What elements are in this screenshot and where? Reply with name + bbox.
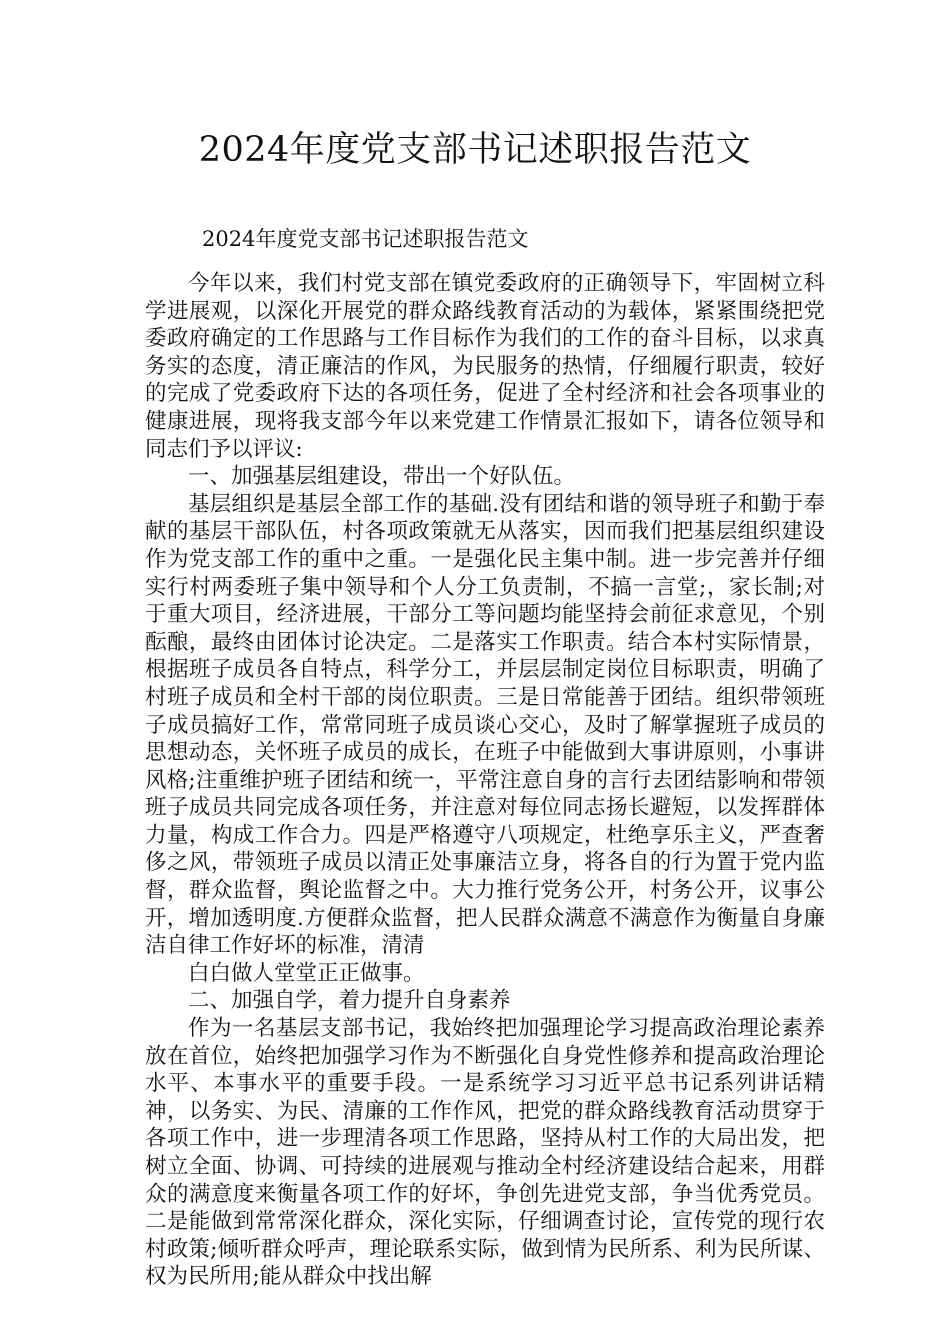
paragraph-section-2: 作为一名基层支部书记，我始终把加强理论学习提高政治理论素养放在首位，始终把加强学习作为不断强化自身党性修养和提高政治理论水平、本事水平的重要手段。一是系统学习习近平总书记系列讲话精神，以务实、为民、清廉的工作作风，把党的群众路线教育活动贯穿于各项工作中，进一步理清各项工作思路，坚持从村工作的大局出发，把树立全面、协调、可持续的进展观与推动全村经济建设结合起来，用群众的满意度来衡量各项工作的好坏，争创先进党支部，争当优秀党员。二是能做到常常深化群众，深化实际，仔细调查讨论，宣传党的现行农村政策;倾听群众呼声，理论联系实际，做到情为民所系、利为民所谋、权为民所用;能从群众中找出解 (145, 1016, 825, 1290)
document-title: 2024年度党支部书记述职报告范文 (198, 130, 752, 170)
document-body (145, 270, 825, 1291)
paragraph-section-1: 基层组织是基层全部工作的基础.没有团结和谐的领导班子和勤于奉献的基层干部队伍，村各项政策就无从落实，因而我们把基层组织建设作为党支部工作的重中之重。一是强化民主集中制。进一步完善并仔细实行村两委班子集中领导和个人分工负责制，不搞一言堂;，家长制;对于重大项目，经济进展，干部分工等问题均能坚持会前征求意见，个别酝酿，最终由团体讨论决定。二是落实工作职责。结合本村实际情景，根据班子成员各自特点，科学分工，并层层制定岗位目标职责，明确了村班子成员和全村干部的岗位职责。三是日常能善于团结。组织带领班子成员搞好工作，常常同班子成员谈心交心，及时了解掌握班子成员的思想动态，关怀班子成员的成长，在班子中能做到大事讲原则，小事讲风格;注重维护班子团结和统一，平常注意自身的言行去团结影响和带领班子成员共同完成各项任务，并注意对每位同志扬长避短，以发挥群体力量，构成工作合力。四是严格遵守八项规定，杜绝享乐主义，严查奢侈之风，带领班子成员以清正处事廉洁立身，将各自的行为置于党内监督，群众监督，舆论监督之中。大力推行党务公开，村务公开，议事公开，增加透明度.方便群众监督，把人民群众满意不满意作为衡量自身廉洁自律工作好坏的标准，清清 (145, 491, 825, 959)
section-heading-2: 二、加强自学，着力提升自身素养 (188, 988, 511, 1014)
paragraph-intro: 今年以来，我们村党支部在镇党委政府的正确领导下，牢固树立科学进展观，以深化开展党的群众路线教育活动的为载体，紧紧围绕把党委政府确定的工作思路与工作目标作为我们的工作的奋斗目标，以求真务实的态度，清正廉洁的作风，为民服务的热情，仔细履行职责，较好的完成了党委政府下达的各项任务，促进了全村经济和社会各项事业的健康进展，现将我支部今年以来党建工作情景汇报如下，请各位领导和同志们予以评议: (145, 271, 825, 462)
document-subtitle: 2024年度党支部书记述职报告范文 (202, 227, 529, 251)
paragraph-continuation: 白白做人堂堂正正做事。 (188, 960, 425, 986)
section-heading-1: 一、加强基层组建设，带出一个好队伍。 (188, 464, 576, 490)
